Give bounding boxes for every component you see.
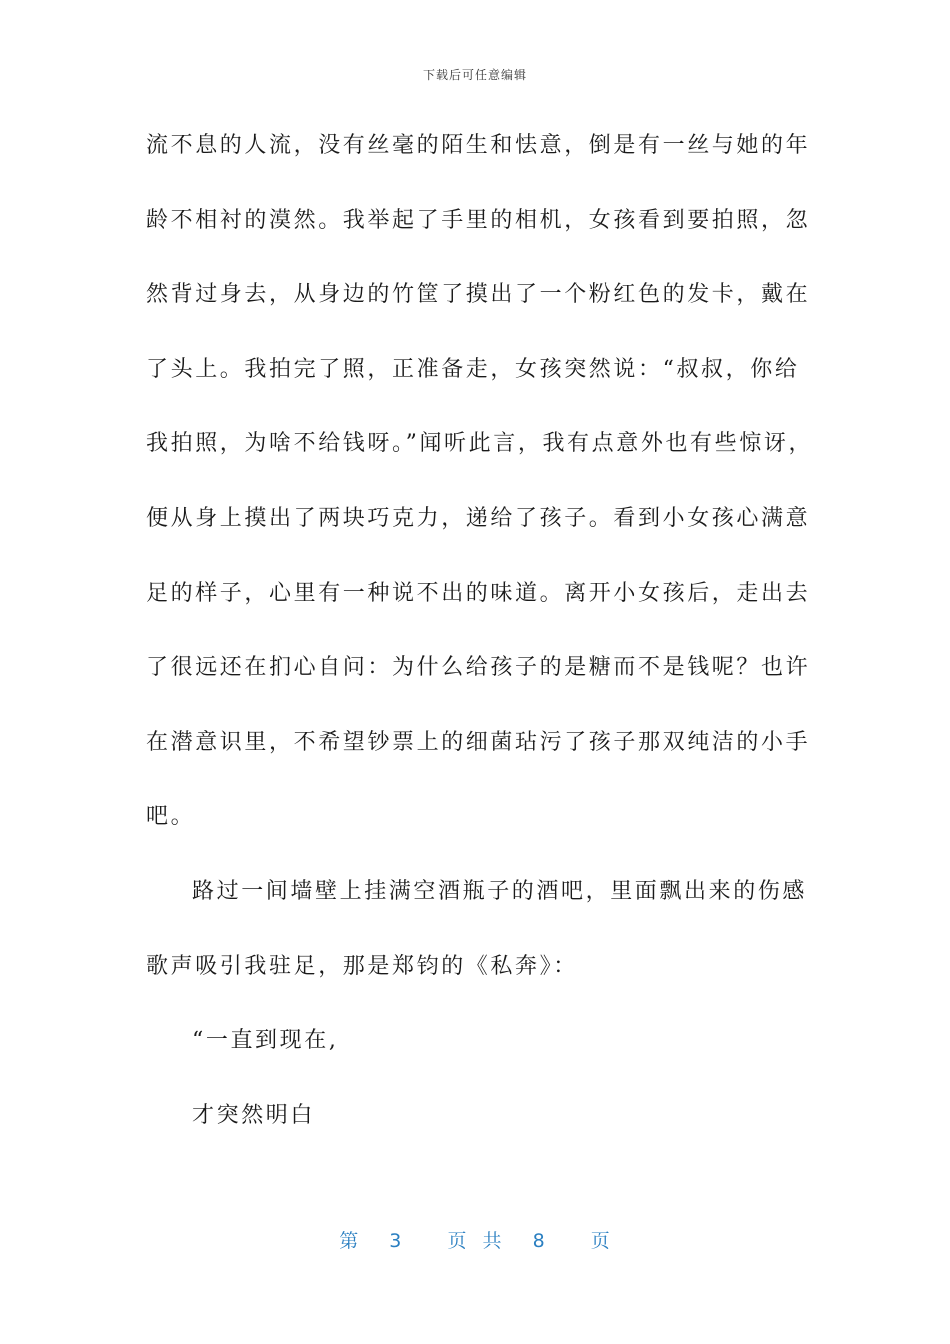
paragraph-line: 歌声吸引我驻足，那是郑钧的《私奔》： xyxy=(146,953,578,979)
lyric-line: “一直到现在, xyxy=(192,1028,339,1054)
paragraph-line: 便从身上摸出了两块巧克力，递给了孩子。看到小女孩心满意 xyxy=(146,505,811,531)
paragraph-line: 了很远还在扪心自问：为什么给孩子的是糖而不是钱呢？也许 xyxy=(146,655,811,681)
page-number-footer xyxy=(0,1226,950,1253)
header-note: 下载后可任意编辑 xyxy=(422,68,527,82)
page-number-label: 第 3 页 共 8 页 xyxy=(339,1230,611,1252)
document-body xyxy=(146,120,814,1164)
paragraph-line: 路过一间墙壁上挂满空酒瓶子的酒吧，里面飘出来的伤感 xyxy=(192,878,808,904)
paragraph-line: 吧。 xyxy=(146,804,196,830)
paragraph-line: 在潜意识里，不希望钞票上的细菌玷污了孩子那双纯洁的小手 xyxy=(146,729,811,755)
paragraph-line: 龄不相衬的漠然。我举起了手里的相机，女孩看到要拍照，忽 xyxy=(146,207,811,233)
paragraph-line: 然背过身去，从身边的竹筐了摸出了一个粉红色的发卡，戴在 xyxy=(146,282,811,308)
paragraph-line: 足的样子，心里有一种说不出的味道。离开小女孩后，走出去 xyxy=(146,580,811,606)
paragraph-line: 了头上。我拍完了照，正准备走，女孩突然说：“叔叔，你给 xyxy=(146,356,800,382)
paragraph-line: 我拍照，为啥不给钱呀。”闻听此言，我有点意外也有些惊讶， xyxy=(146,431,814,457)
paragraph-line: 流不息的人流，没有丝毫的陌生和怯意，倒是有一丝与她的年 xyxy=(146,133,811,158)
lyric-line: 才突然明白 xyxy=(192,1102,316,1128)
